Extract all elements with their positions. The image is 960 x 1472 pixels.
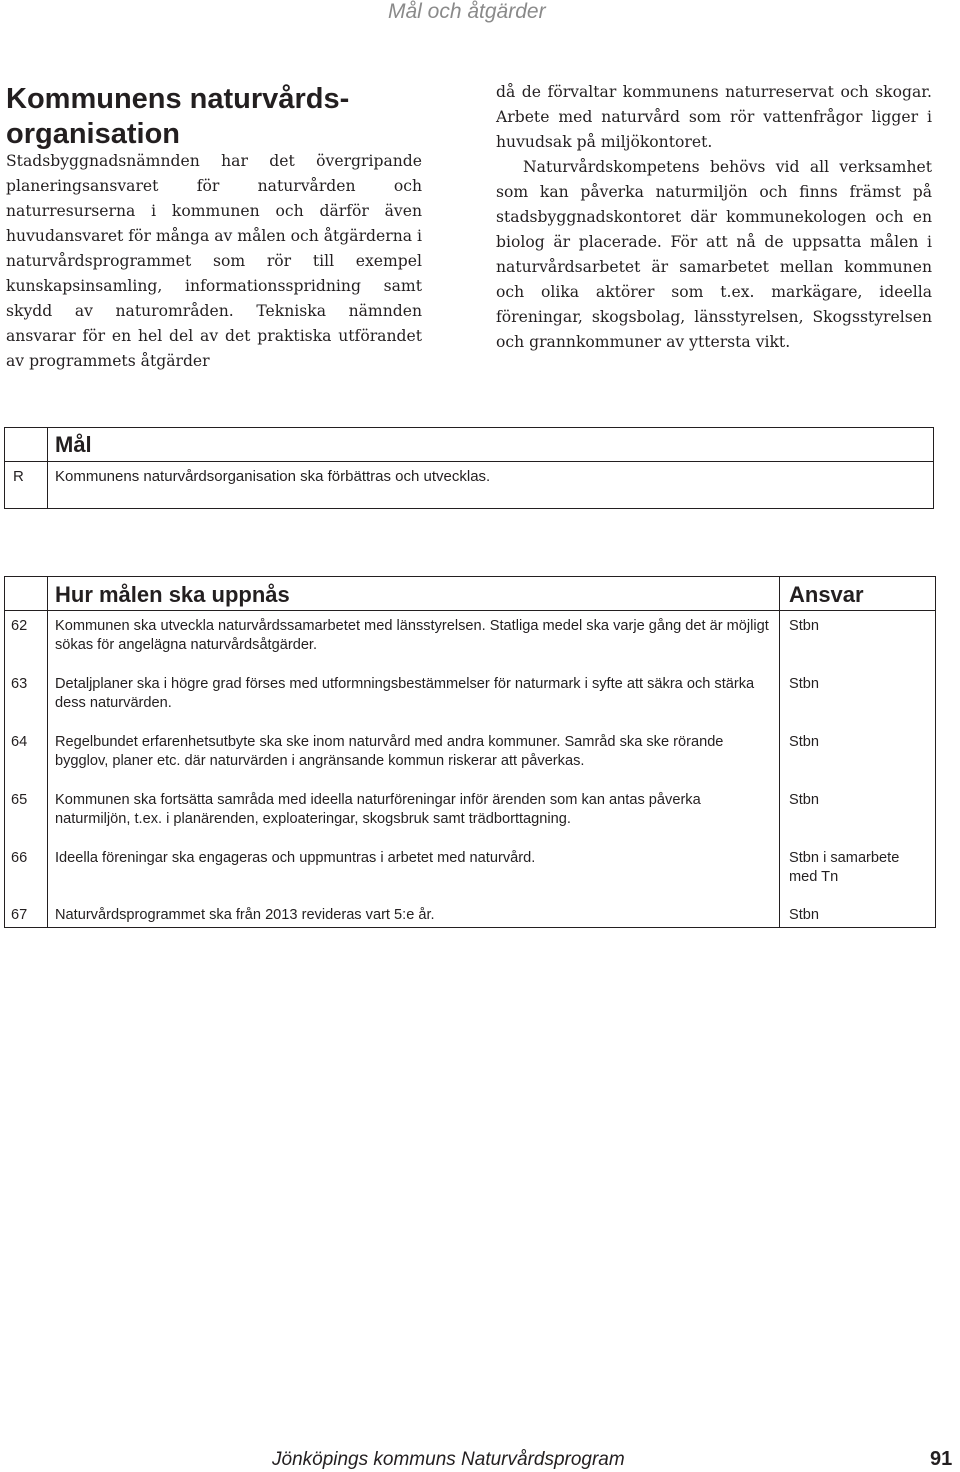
row-responsible: Stbn i samarbete med Tn xyxy=(789,850,900,885)
row-number: 66 xyxy=(11,850,28,866)
row-responsible: Stbn xyxy=(789,676,820,692)
row-text: Kommunen ska utveckla naturvårdssamarbetet med länsstyrelsen. Statliga medel ska varje gång det är möjligt sökas för angelägna naturvårdsåtgärder. xyxy=(55,618,769,653)
goal-table-column-divider xyxy=(47,428,48,508)
page-title-line-2: organisation xyxy=(6,118,181,150)
row-text: Detaljplaner ska i högre grad förses med utformningsbestämmelser för naturmark i syfte att säkra och stärka dess naturvärden. xyxy=(55,676,755,711)
row-number: 64 xyxy=(11,734,28,750)
page-number: 91 xyxy=(930,1448,953,1470)
measures-heading: Hur målen ska uppnås xyxy=(55,582,290,607)
running-header: Mål och åtgärder xyxy=(388,0,546,23)
row-text: Kommunen ska fortsätta samråda med ideella naturföreningar inför ärenden som kan antas påverka naturmiljön, t.ex. i planärenden, exploateringar, skogsbruk samt trädborttagning. xyxy=(55,792,701,827)
row-number: 67 xyxy=(11,907,28,923)
row-responsible: Stbn xyxy=(789,792,820,808)
goal-table-header-divider xyxy=(5,461,933,462)
goal-table-heading: Mål xyxy=(55,432,92,457)
page-title xyxy=(6,82,466,152)
footer-title: Jönköpings kommuns Naturvårdsprogram xyxy=(272,1449,625,1470)
measures-header-divider xyxy=(5,610,935,611)
responsibility-heading: Ansvar xyxy=(789,582,864,607)
page-title-line-1: Kommunens naturvårds- xyxy=(6,83,350,115)
row-text: Naturvårdsprogrammet ska från 2013 revideras vart 5:e år. xyxy=(55,907,435,923)
row-responsible: Stbn xyxy=(789,734,820,750)
goal-text: Kommunens naturvårdsorganisation ska förbättras och utvecklas. xyxy=(55,468,491,485)
measures-number-divider xyxy=(47,577,48,927)
row-responsible: Stbn xyxy=(789,618,820,634)
body-column-right xyxy=(496,80,932,355)
measures-table xyxy=(4,576,936,928)
body-column-left xyxy=(6,149,422,374)
row-text: Regelbundet erfarenhetsutbyte ska ske inom naturvård med andra kommuner. Samråd ska ske rörande bygglov, planer etc. där naturvärden i angränsande kommun riskerar att påverkas. xyxy=(55,734,724,769)
row-number: 62 xyxy=(11,618,28,634)
right-paragraph-2: Naturvårdskompetens behövs vid all verksamhet som kan påverka naturmiljön och finns främst på stadsbyggnadskontoret där kommunekologen och en biolog är placerade. För att nå de uppsatta målen i naturvårdsarbetet är samarbetet mellan kommunen och olika aktörer som t.ex. markägare, ideella föreningar, skogsbolag, länsstyrelsen, Skogsstyrelsen och grannkommuner av yttersta vikt. xyxy=(496,158,932,351)
row-responsible: Stbn xyxy=(789,907,820,923)
left-paragraph: Stadsbyggnadsnämnden har det övergripande planeringsansvaret för naturvården och naturresurserna i kommunen och därför även huvudansvaret för många av målen och åtgärderna i naturvårdsprogrammet som rör till exempel kunskapsinsamling, informationsspridning samt skydd av naturområden. Tekniska nämnden ansvarar för en hel del av det praktiska utförandet av programmets åtgärder xyxy=(6,152,422,370)
goal-table xyxy=(4,427,934,509)
row-number: 63 xyxy=(11,676,28,692)
measures-responsibility-divider xyxy=(779,577,780,927)
right-paragraph-1: då de förvaltar kommunens naturreservat och skogar. Arbete med naturvård som rör vattenfrågor ligger i huvudsak på miljökontoret. xyxy=(496,83,932,151)
row-number: 65 xyxy=(11,792,28,808)
row-text: Ideella föreningar ska engageras och uppmuntras i arbetet med naturvård. xyxy=(55,850,536,866)
goal-code: R xyxy=(13,468,24,485)
